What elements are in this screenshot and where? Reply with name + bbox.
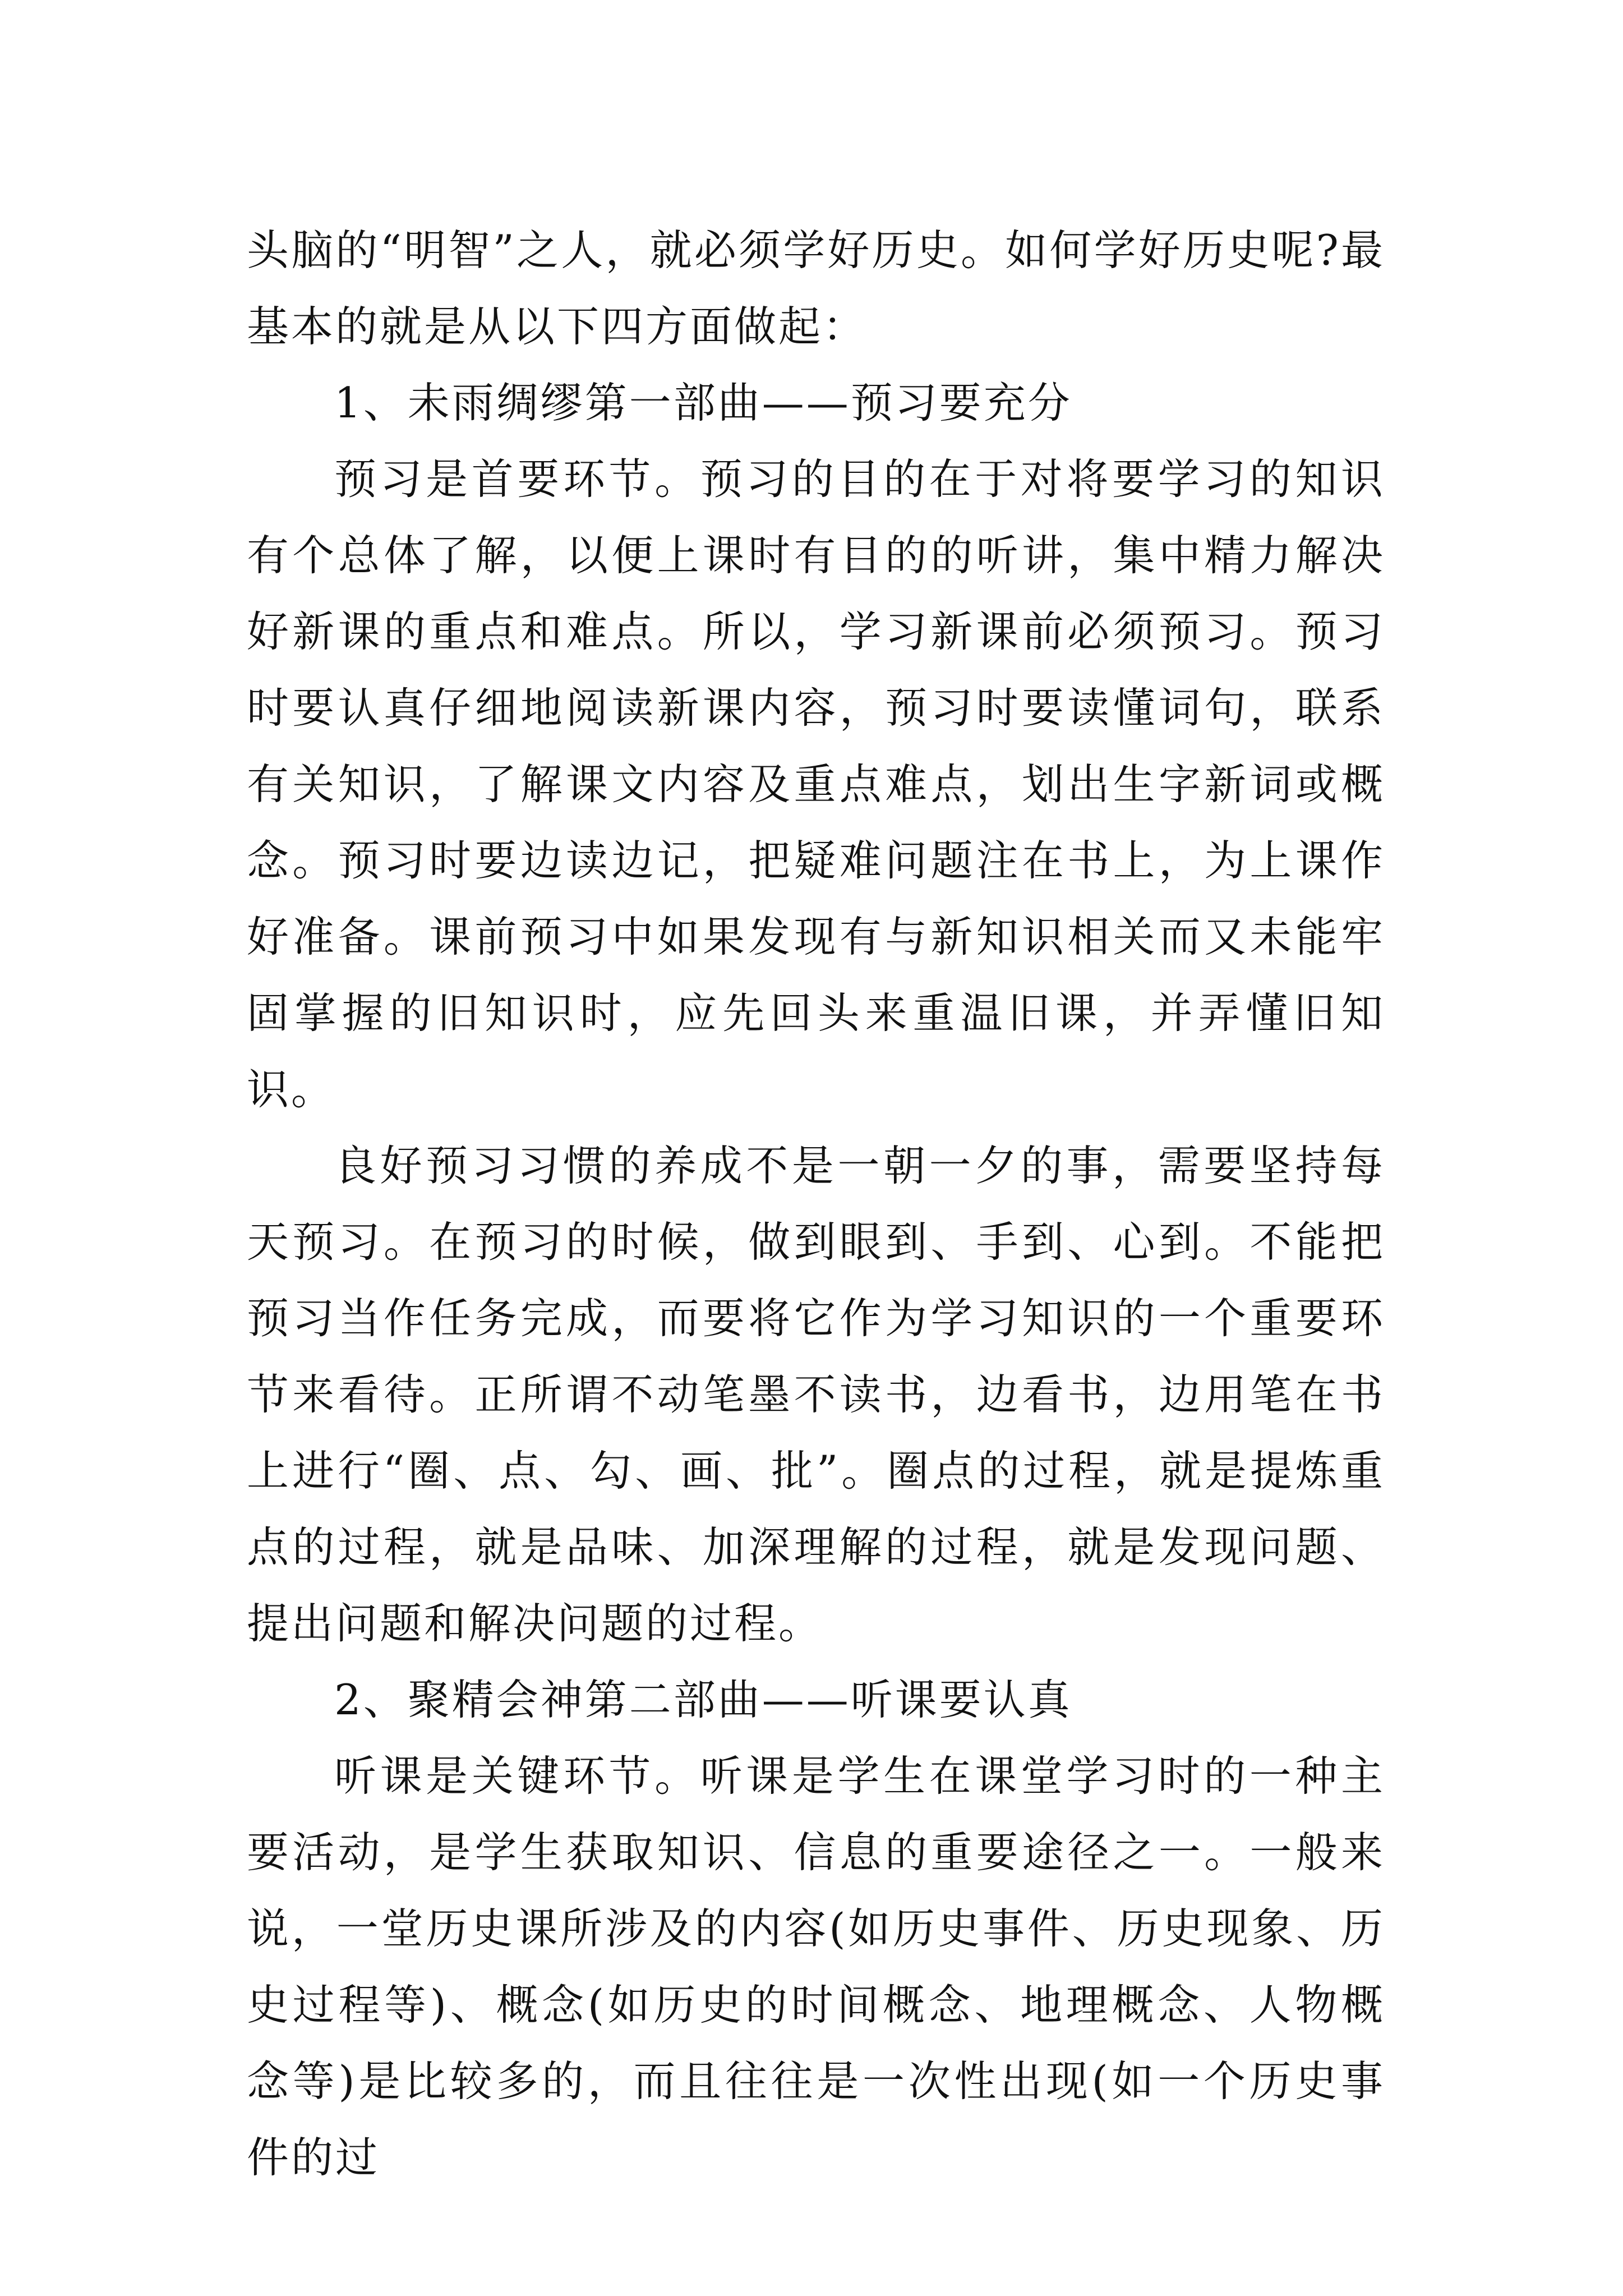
paragraph-preview-importance: 预习是首要环节。预习的目的在于对将要学习的知识有个总体了解，以便上课时有目的的听讲，集中精力解决好新课的重点和难点。所以，学习新课前必须预习。预习时要认真仔细地阅读新课内容，预习时要读懂词句，联系有关知识，了解课文内容及重点难点，划出生字新词或概念。预习时要边读边记，把疑难问题注在书上，为上课作好准备。课前预习中如果发现有与新知识相关而又未能牢固掌握的旧知识时，应先回头来重温旧课，并弄懂旧知识。 xyxy=(247,454,1385,1114)
paragraph-listening-key: 听课是关键环节。听课是学生在课堂学习时的一种主要活动，是学生获取知识、信息的重要途径之一。一般来说，一堂历史课所涉及的内容(如历史事件、历史现象、历史过程等)、概念(如历史的时间概念、地理概念、人物概念等)是比较多的，而且往往是一次性出现(如一个历史事件的过 xyxy=(247,1751,1385,2182)
paragraph-preview-habit: 良好预习习惯的养成不是一朝一夕的事，需要坚持每天预习。在预习的时候，做到眼到、手到、心到。不能把预习当作任务完成，而要将它作为学习知识的一个重要环节来看待。正所谓不动笔墨不读书，边看书，边用笔在书上进行“圈、点、勾、画、批”。圈点的过程，就是提炼重点的过程，就是品味、加深理解的过程，就是发现问题、提出问题和解决问题的过程。 xyxy=(247,1141,1385,1648)
document-body xyxy=(247,212,1385,2196)
section-heading-listening: 2、聚精会神第二部曲——听课要认真 xyxy=(334,1675,1072,1724)
paragraph-continuation: 头脑的“明智”之人，就必须学好历史。如何学好历史呢?最基本的就是从以下四方面做起： xyxy=(247,226,1385,351)
section-heading-preview: 1、未雨绸缪第一部曲——预习要充分 xyxy=(334,378,1072,427)
